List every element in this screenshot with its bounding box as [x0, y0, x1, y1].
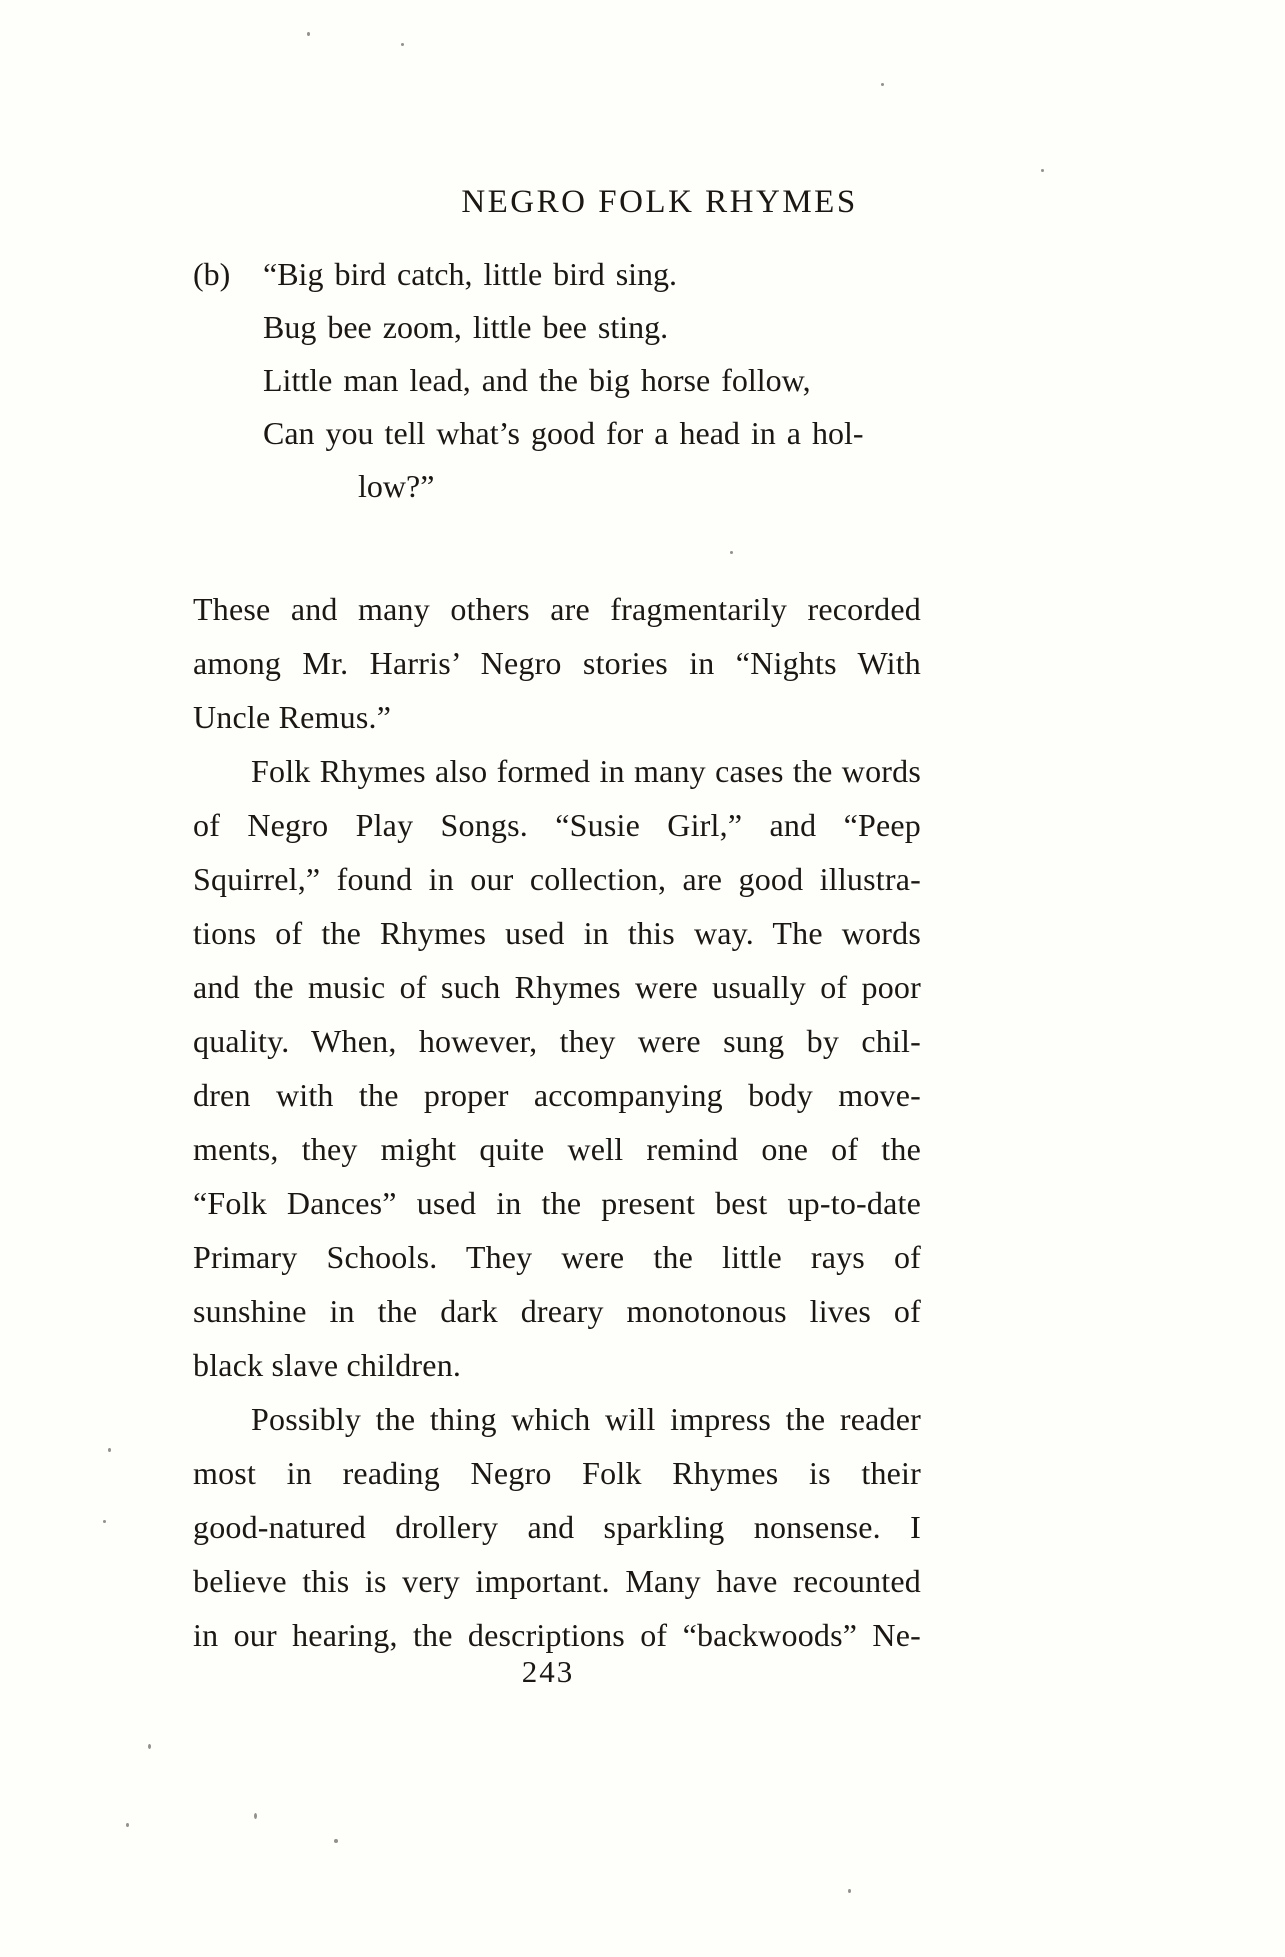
text-line: black slave children.	[193, 1347, 462, 1383]
verse-line: Bug bee zoom, little bee sting.	[263, 309, 669, 345]
scan-speck	[1041, 169, 1044, 172]
paragraph	[193, 582, 921, 744]
scan-speck	[103, 1520, 106, 1523]
text-line: and the music of such Rhymes were usually of poor	[193, 969, 921, 1005]
verse-block	[193, 248, 973, 513]
scan-speck	[254, 1813, 257, 1819]
text-line: dren with the proper accompanying body move-	[193, 1077, 921, 1113]
scan-speck	[148, 1744, 151, 1749]
page-number: 243	[521, 1654, 575, 1689]
text-line: Possibly the thing which will impress the reader	[251, 1401, 921, 1437]
text-line: “Folk Dances” used in the present best up-to-date	[193, 1185, 921, 1221]
verse-line: Little man lead, and the big horse follow,	[263, 362, 811, 398]
paragraph	[193, 744, 921, 1392]
scan-speck	[881, 83, 884, 86]
scan-speck	[126, 1823, 129, 1827]
text-line: These and many others are fragmentarily recorded	[193, 591, 921, 627]
text-line: ments, they might quite well remind one of the	[193, 1131, 921, 1167]
body-text	[193, 582, 921, 1662]
verse-line: “Big bird catch, little bird sing.	[263, 256, 678, 292]
text-line: good-natured drollery and sparkling nonsense. I	[193, 1509, 921, 1545]
scan-speck	[401, 43, 404, 46]
text-line: tions of the Rhymes used in this way. The words	[193, 915, 921, 951]
text-line: most in reading Negro Folk Rhymes is their	[193, 1455, 921, 1491]
text-line: quality. When, however, they were sung by chil-	[193, 1023, 921, 1059]
text-line: in our hearing, the descriptions of “backwoods” Ne-	[193, 1617, 921, 1653]
scan-speck	[307, 32, 310, 36]
scan-speck	[730, 551, 733, 554]
verse-lines	[263, 248, 973, 513]
text-line: Uncle Remus.”	[193, 699, 392, 735]
verse-wrap-line: low?”	[358, 468, 435, 504]
verse-line: Can you tell what’s good for a head in a hol-	[263, 415, 864, 451]
text-line: Primary Schools. They were the little rays of	[193, 1239, 921, 1275]
running-head: NEGRO FOLK RHYMES	[461, 184, 858, 220]
text-line: believe this is very important. Many have recounted	[193, 1563, 921, 1599]
verse-label: (b)	[193, 256, 231, 292]
scan-speck	[334, 1839, 338, 1843]
text-line: Squirrel,” found in our collection, are good illustra-	[193, 861, 921, 897]
paragraph	[193, 1392, 921, 1662]
scan-speck	[848, 1889, 851, 1893]
text-line: of Negro Play Songs. “Susie Girl,” and “Peep	[193, 807, 921, 843]
text-line: among Mr. Harris’ Negro stories in “Nights With	[193, 645, 921, 681]
text-line: sunshine in the dark dreary monotonous lives of	[193, 1293, 921, 1329]
scan-speck	[108, 1448, 111, 1452]
text-line: Folk Rhymes also formed in many cases the words	[251, 753, 921, 789]
